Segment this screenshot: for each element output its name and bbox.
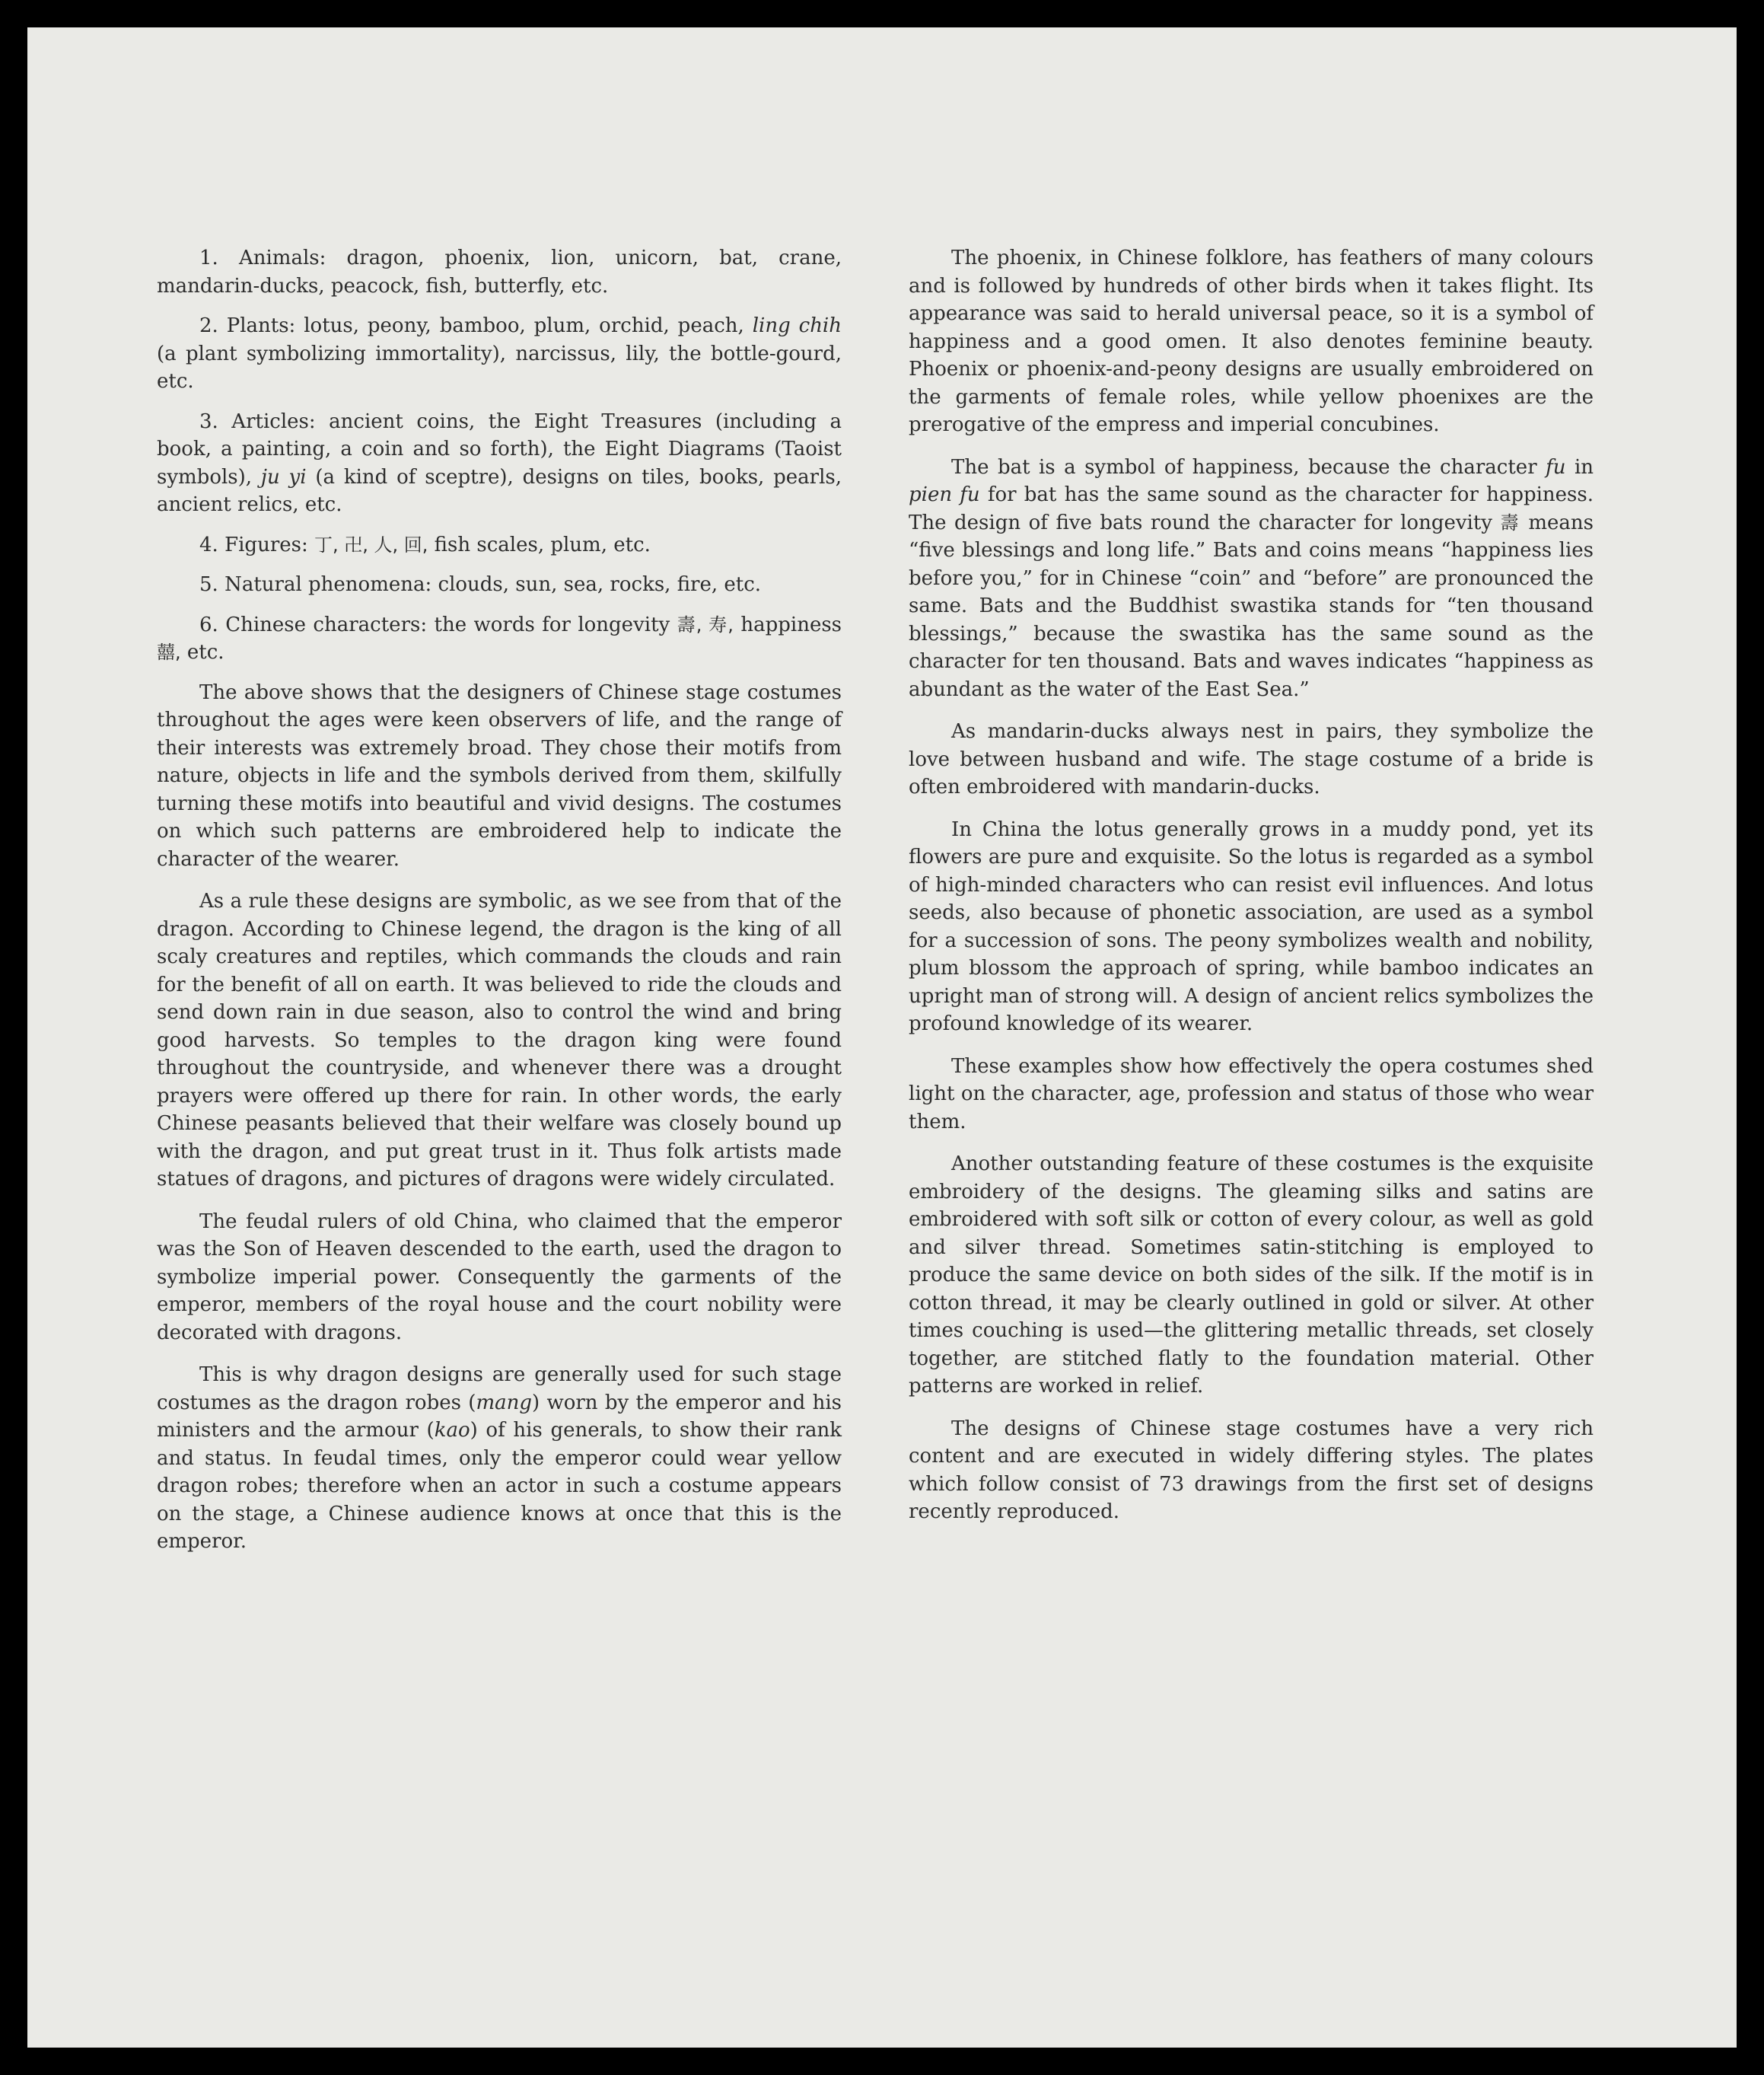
paragraph-feudal-rulers: The feudal rulers of old China, who claimed that the emperor was the Son of Heaven descended to the earth, used the dragon to symbolize imperial power. Consequently the garments of the emperor, members of the royal house and the court nobility were decorated with dragons. bbox=[157, 1210, 842, 1344]
paragraph-bat bbox=[909, 454, 1594, 704]
paragraph-text: means “five blessings and long life.” Bats and coins means “happiness lies before you,” for in Chinese “coin” and “before” are pronounced the same. Bats and the Buddhist swastika stands for “ten thousand blessings,” because the swastika has the same sound as the character for ten thousand. Bats and waves indicates “happiness as abundant as the water of the East Sea.” bbox=[909, 511, 1594, 701]
paragraph-text: in bbox=[1574, 455, 1594, 479]
list-item-phenomena bbox=[157, 571, 842, 599]
paragraph-text: ) worn by the emperor and his ministers and the armour ( bbox=[157, 1391, 842, 1442]
paragraph-mandarin-ducks: As mandarin-ducks always nest in pairs, they symbolize the love between husband and wife. The stage costume of a bride is often embroidered with mandarin-ducks. bbox=[909, 720, 1594, 798]
paragraph-text: ) of his generals, to show their rank and status. In feudal times, only the emperor could wear yellow dragon robes; therefore when an actor in such a costume appears on the stage, a Chinese audience knows at once that this is the emperor. bbox=[157, 1419, 842, 1553]
paragraph-dragon-robes bbox=[157, 1361, 842, 1556]
italic-term: pien fu bbox=[909, 483, 980, 506]
list-item-characters bbox=[157, 611, 842, 667]
list-item-text: happiness bbox=[740, 613, 842, 636]
longevity-glyph: 壽 bbox=[1500, 512, 1520, 534]
paragraph-text: The bat is a symbol of happiness, because the character bbox=[951, 455, 1537, 479]
list-item-text: 4. Figures: bbox=[199, 533, 308, 556]
paragraph-phoenix: The phoenix, in Chinese folklore, has feathers of many colours and is followed by hundreds of other birds when it takes flight. Its appearance was said to herald universal peace, so it is a symbol of happiness and a good omen. It also denotes feminine beauty. Phoenix or phoenix-and-peony designs are usually embroidered on the garments of female roles, while yellow phoenixes are the prerogative of the empress and imperial concubines. bbox=[909, 247, 1594, 436]
paragraph-text: This is why dragon designs are generally used for such stage costumes as the dragon robes ( bbox=[157, 1363, 842, 1414]
paragraph-embroidery: Another outstanding feature of these costumes is the exquisite embroidery of the designs. The gleaming silks and satins are embroidered with soft silk or cotton of every colour, as well as gold and silver thread. Sometimes satin-stitching is employed to produce the same device on both sides of the silk. If the motif is in cotton thread, it may be clearly outlined in gold or silver. At other times couching is used—the glittering metallic threads, set closely together, are stitched flatly to the foundation material. Other patterns are worked in relief. bbox=[909, 1152, 1594, 1398]
list-item-text: etc. bbox=[186, 641, 224, 664]
longevity-glyphs: 壽, 寿, bbox=[677, 614, 734, 636]
paragraph-examples: These examples show how effectively the opera costumes shed light on the character, age, profession and status of those who wear them. bbox=[909, 1054, 1594, 1133]
list-item-figures bbox=[157, 531, 842, 559]
paragraph-designers: The above shows that the designers of Chinese stage costumes throughout the ages were keen observers of life, and the range of their interests was extremely broad. They chose their motifs from nature, objects in life and the symbols derived from them, skilfully turning these motifs into beautiful and vivid designs. The costumes on which such patterns are embroidered help to indicate the character of the wearer. bbox=[157, 681, 842, 871]
happiness-glyph: 囍, bbox=[157, 642, 181, 663]
paragraph-lotus: In China the lotus generally grows in a muddy pond, yet its flowers are pure and exquisite. So the lotus is regarded as a symbol of high-minded characters who can resist evil influences. And lotus seeds, also because of phonetic association, are used as a symbol for a succession of sons. The peony symbolizes wealth and nobility, plum blossom the approach of spring, while bamboo indicates an upright man of strong will. A design of ancient relics symbolizes the profound knowledge of its wearer. bbox=[909, 818, 1594, 1035]
italic-term: ju yi bbox=[260, 465, 307, 489]
list-item-plants bbox=[157, 312, 842, 396]
list-item-text: 5. Natural phenomena: clouds, sun, sea, rocks, fire, etc. bbox=[199, 573, 762, 596]
list-item-animals bbox=[157, 244, 842, 300]
paragraph-text: for bat has the same sound as the character for happiness. The design of five bats round the character for longevity bbox=[909, 483, 1594, 534]
right-text-column bbox=[909, 244, 1594, 1541]
list-item-text: 2. Plants: lotus, peony, bamboo, plum, orchid, peach, bbox=[199, 314, 744, 337]
list-item-text: 3. Articles: ancient coins, the Eight Treasures (including a book, a painting, a coin and so forth), the Eight Diagrams (Taoist symbols), bbox=[157, 410, 842, 489]
italic-term: ling chih bbox=[752, 314, 842, 337]
italic-term: fu bbox=[1546, 455, 1566, 479]
page-sheet bbox=[27, 27, 1737, 2048]
figure-glyphs: 丁, 卍, 人, 回, bbox=[314, 534, 428, 556]
list-item-text: (a plant symbolizing immortality), narcissus, lily, the bottle-gourd, etc. bbox=[157, 342, 842, 393]
list-item-text: (a kind of sceptre), designs on tiles, books, pearls, ancient relics, etc. bbox=[157, 465, 842, 516]
list-item-text: fish scales, plum, etc. bbox=[434, 533, 651, 556]
list-item-text: 1. Animals: dragon, phoenix, lion, unicorn, bat, crane, mandarin-ducks, peacock, fish, butterfly, etc. bbox=[157, 247, 842, 298]
list-item-articles bbox=[157, 408, 842, 519]
list-item-text: 6. Chinese characters: the words for longevity bbox=[199, 613, 670, 636]
left-text-column bbox=[157, 244, 842, 1570]
paragraph-dragon-legend: As a rule these designs are symbolic, as we see from that of the dragon. According to Chinese legend, the dragon is the king of all scaly creatures and reptiles, which commands the clouds and rain for the benefit of all on earth. It was believed to ride the clouds and send down rain in due season, also to control the wind and bring good harvests. So temples to the dragon king were found throughout the countryside, and whenever there was a drought prayers were offered up there for rain. In other words, the early Chinese peasants believed that their welfare was closely bound up with the dragon, and put great trust in it. Thus folk artists made statues of dragons, and pictures of dragons were widely circulated. bbox=[157, 890, 842, 1190]
italic-term: kao bbox=[434, 1419, 470, 1442]
italic-term: mang bbox=[476, 1391, 532, 1414]
paragraph-plates: The designs of Chinese stage costumes have a very rich content and are executed in widely differing styles. The plates which follow consist of 73 drawings from the first set of designs recently reproduced. bbox=[909, 1417, 1594, 1523]
